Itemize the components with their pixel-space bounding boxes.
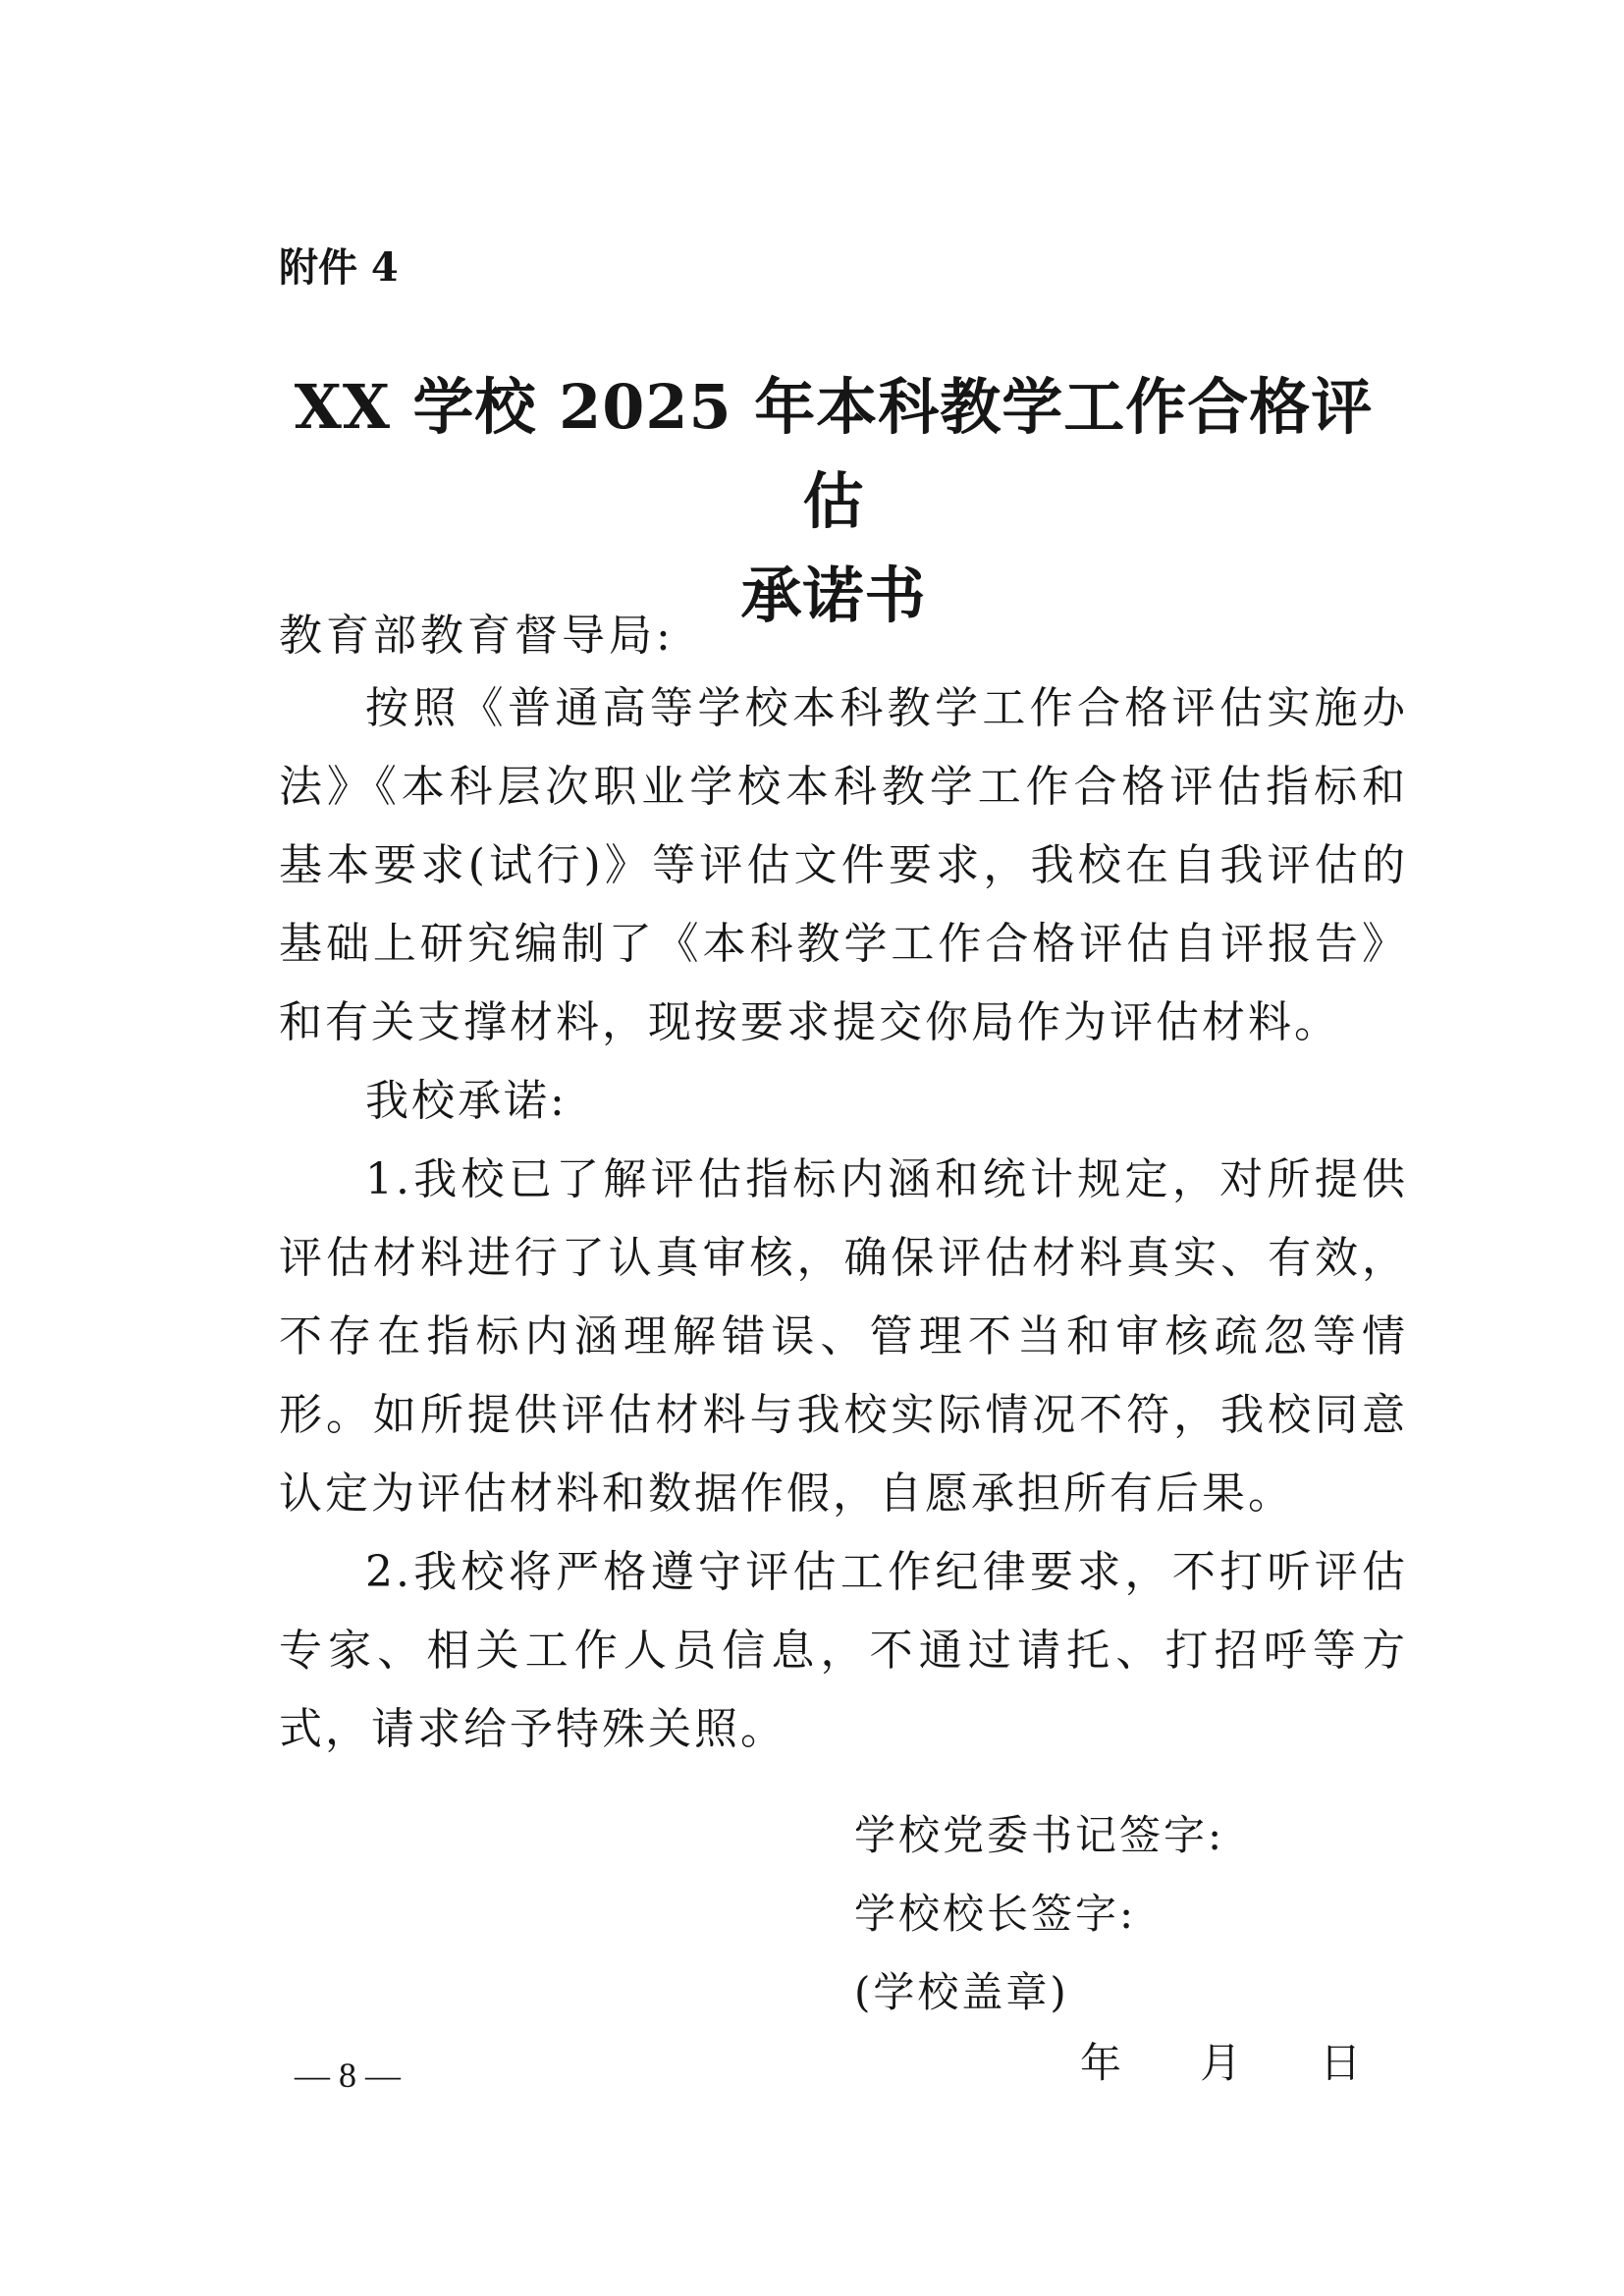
attachment-label: 附件 4	[279, 244, 399, 291]
paragraph-pledge-1: 1.我校已了解评估指标内涵和统计规定，对所提供评估材料进行了认真审核，确保评估材料真实、有效，不存在指标内涵理解错误、管理不当和审核疏忽等情形。如所提供评估材料与我校实际情况不符，我校同意认定为评估材料和数据作假，自愿承担所有后果。	[279, 1154, 1408, 1519]
paragraph-pledge-2: 2.我校将严格遵守评估工作纪律要求，不打听评估专家、相关工作人员信息，不通过请托、打招呼等方式，请求给予特殊关照。	[279, 1547, 1408, 1754]
school-seal-label: (学校盖章)	[854, 1968, 1069, 2016]
title-line-1: XX 学校 2025 年本科教学工作合格评估	[294, 371, 1374, 537]
date-line: 年 月 日	[1080, 2039, 1362, 2087]
body-text	[279, 669, 1408, 1769]
page-number: — 8 —	[295, 2056, 401, 2095]
title-line-2: 承诺书	[740, 560, 927, 631]
signature-block	[854, 1796, 1224, 2032]
paragraph-pledge-heading: 我校承诺:	[365, 1076, 568, 1126]
salutation: 教育部教育督导局:	[279, 611, 675, 661]
party-secretary-signature-label: 学校党委书记签字:	[854, 1811, 1225, 1859]
document-title	[279, 360, 1388, 643]
president-signature-label: 学校校长签字:	[854, 1890, 1137, 1938]
paragraph-intro: 按照《普通高等学校本科教学工作合格评估实施办法》《本科层次职业学校本科教学工作合格评估指标和基本要求(试行)》等评估文件要求，我校在自我评估的基础上研究编制了《本科教学工作合格评估自评报告》和有关支撑材料，现按要求提交你局作为评估材料。	[279, 683, 1408, 1047]
